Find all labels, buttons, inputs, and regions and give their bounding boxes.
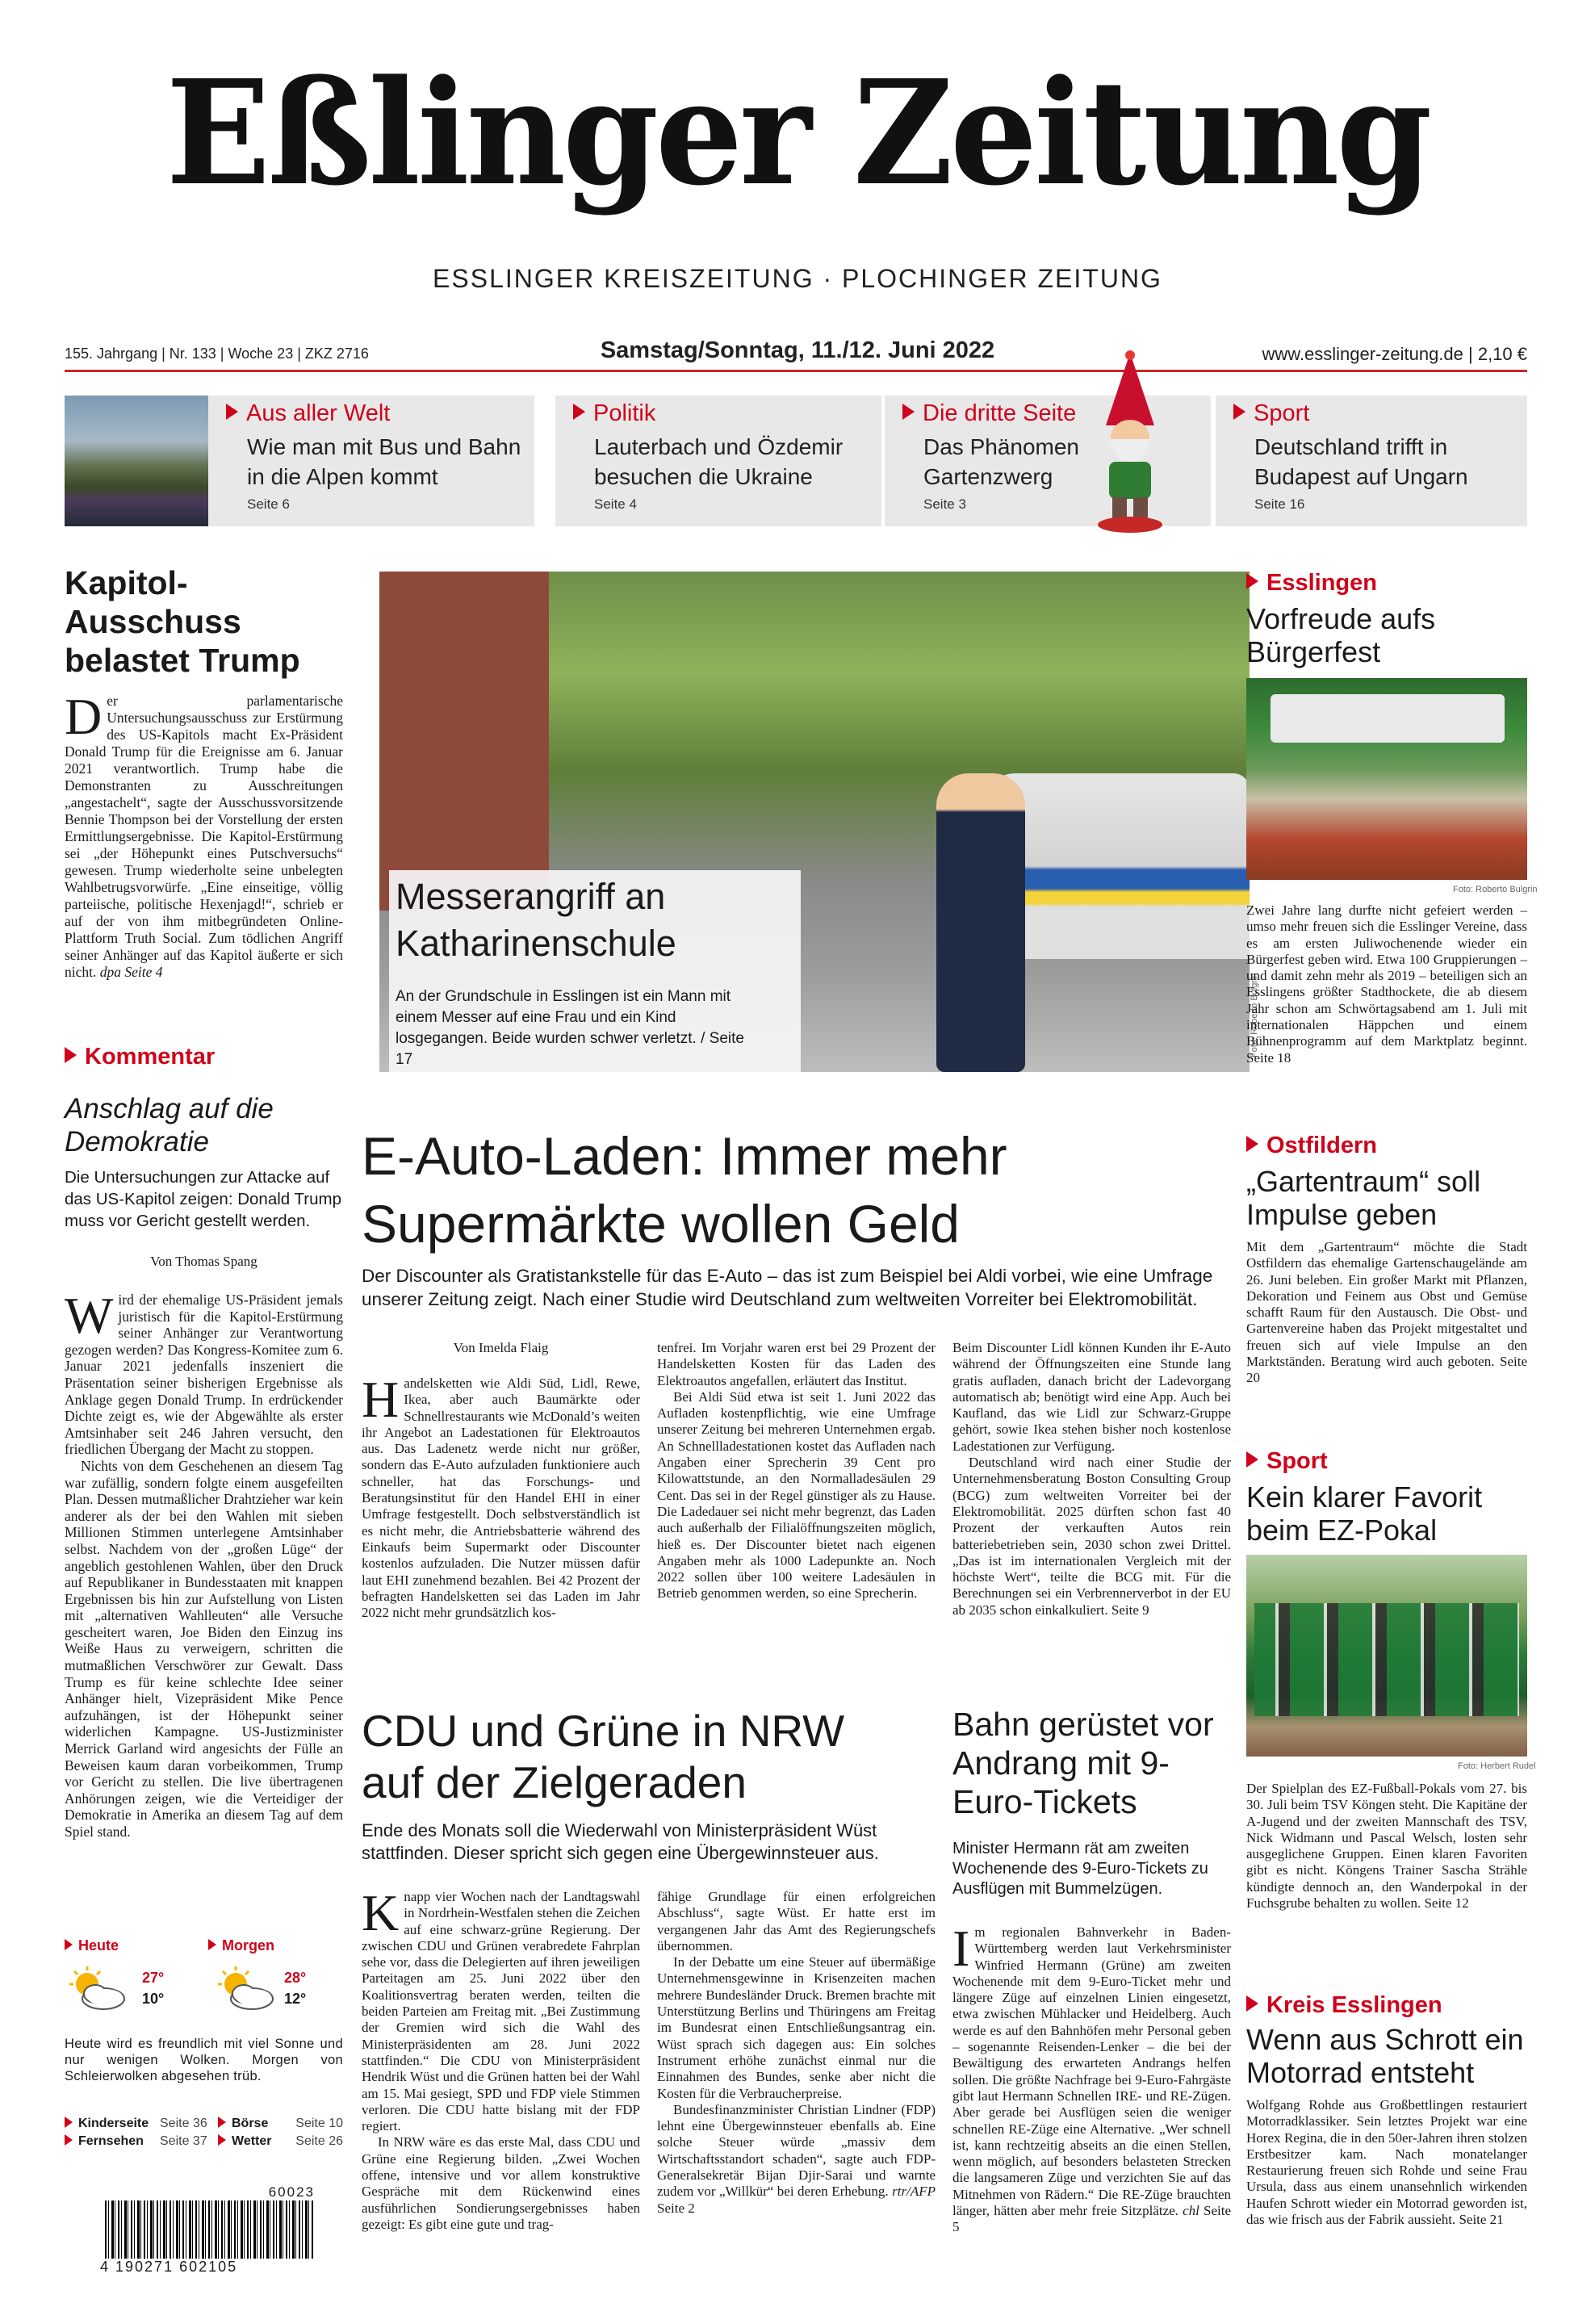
esslingen-rubric: Esslingen <box>1246 570 1377 597</box>
ostfildern-text: Mit dem „Gartentraum“ möchte die Stadt Ostfildern das ehemalige Gartenschaugelände am 26. Juni beleben. Ein großer Markt mit Pflanzen, Dekoration und Feinem aus Obst und Gemüse schafft Raum für den Austausch. Die Obst- und Gartenvereine haben das Projekt mitgestaltet und freuen sich auf viele Impulse an den Marktständen. Beratung wird auch geboten. Seite 20 <box>1246 1239 1527 1386</box>
arrow-icon <box>65 2117 73 2128</box>
esslingen-text: Zwei Jahre lang durfte nicht gefeiert werden – umso mehr freuen sich die Esslinger Vereine, dass es am ersten Juliwochenende wieder ein Bürgerfest geben wird. Etwa 100 Gruppierungen – und damit zehn mehr als 2019 – beteiligen sich an Esslingens größter Stadthockete, die ab diesem Jahr schon am Schwörtagsabend am 1. Juli mit internationalen Häppchen und einem Bühnenprogramm auf dem Marktplatz beginnt. Seite 18 <box>1246 902 1527 1066</box>
eauto-col2: tenfrei. Im Vorjahr waren erst bei 29 Prozent der Handelsketten Kosten für das Laden des Elektroautos angefallen, erläutert das Institut. Bei Aldi Süd etwa ist seit 1. Juni 2022 das Aufladen kostenpflichtig, wie eine Umfrage unserer Zeitung bei mehreren Unternehmen ergab. An Schnellladestationen kostet das Aufladen nach Angaben einer Sprecherin 39 Cent pro Kilowattstunde, an den Normalladesäulen 29 Cent. Das sei in der Regel günstiger als zu Hause. Die Ladedauer sei nicht mehr begrenzt, das Laden auch außerhalb der Filialöffnungszeiten möglich, hieß es. Der Discounter bietet nach eigenen Angaben mehr als 1000 Ladepunkte an. Noch 2022 sollen über 100 weitere Ladesäulen in Betrieb genommen werden, so eine Sprecherin. <box>657 1340 936 1602</box>
index-page: Seite 10 <box>295 2117 343 2130</box>
eauto-col1: Handelsketten wie Aldi Süd, Lidl, Rewe, Ikea, aber auch Baumärkte oder Schnellrestaurants wie McDonald’s weiten ihr Angebot an Ladestationen für Elektroautos aus. Das Ladenetz werde nicht nur größer, sondern das E-Auto aufzuladen funktioniere auch schneller, hat das Forschungs- und Beratungsinstitut für den Handel EHI in einer Umfrage festgestellt. Doch selbstverständlich ist es nicht mehr, die Antriebsbatterie während des Einkaufs beim Supermarkt oder Discounter kostenlos aufzuladen. Die Nutzer müssen dafür laut EHI zunehmend bezahlen. Bei 42 Prozent der befragten Handelsketten sei das Laden im Jahr 2022 nicht mehr grundsätzlich kos- <box>362 1371 640 1621</box>
weather-tomorrow-high: 28° <box>284 1970 307 1986</box>
arrow-icon <box>1246 573 1258 589</box>
bahn-headline: Bahn gerüstet vor Andrang mit 9-Euro-Tickets <box>952 1706 1214 1820</box>
teaser-text: Wie man mit Bus und Bahn in die Alpen kommt <box>247 434 521 489</box>
eauto-ref: Seite 9 <box>1111 1602 1149 1618</box>
building <box>379 572 549 911</box>
masthead-left-info: 155. Jahrgang | Nr. 133 | Woche 23 | ZKZ 2716 <box>65 345 369 362</box>
arrow-icon <box>1246 1451 1258 1468</box>
nrw-col1: Knapp vier Wochen nach der Landtagswahl in Nordrhein-Westfalen stehen die Zeichen auf eine schwarz-grüne Regierung. Der zwischen CDU und Grünen verabredete Fahrplan sehe vor, dass die Delegierten auf ihren jeweiligen Parteitagen am 25. Juni 2022 über den Koalitionsvertrag beraten werden, teilten die beiden Parteien am Freitag mit. „Bei Zustimmung der Gremien wird sich die Wahl des Ministerpräsidenten am 28. Juni 2022 stattfinden.“ Die CDU von Ministerpräsident Hendrik Wüst und die Grünen hatten bei der Wahl am 15. Mai gesiegt, SPD und FDP viele Stimmen verloren. Die CDU hatte bislang mit der FDP regiert. In NRW wäre es das erste Mal, dass CDU und Grüne eine Regierung bilden. „Zwei Wochen offene, intensive und vor allem konstruktive Gespräche mit dem Rückenwind eines ausführlichen Sondierungsergebnisses haben gezeigt: Es gibt eine gute und trag- <box>362 1884 640 2232</box>
sport-credit: Foto: Herbert Rudel <box>1458 1761 1536 1771</box>
weather-tomorrow-label: Morgen <box>208 1937 274 1954</box>
weather-tomorrow-low: 12° <box>284 1991 307 2007</box>
weather-today-label: Heute <box>65 1937 119 1954</box>
dropcap: D <box>65 688 103 745</box>
bahn-text: Im regionalen Bahnverkehr in Baden-Württemberg werden laut Verkehrsminister Winfried Hermann (Grüne) am zweiten Wochenende mit dem 9-Euro-Ticket mehr und längere Züge auf einzelnen Linien eingesetzt, etwa zwischen Mühlacker und Heidelberg. Auch werde es auf den Bahnhöfen mehr Personal geben – sogenannte Reisenden-Lenker – die bei der Bewältigung des erwarteten Andrangs helfen sollen. Die größte Nachfrage bei 9-Euro-Fahrgäste gibt laut Hermann Schnellen IRE- und RE-Zügen. Aber gerade bei Ausflügen seien die weniger schnellen RE-Züge eine Alternative. „Wer schnell ist, kann rechtzeitig abseits an die einen Stellen, wenn möglich, auf besonders belasteten Strecken die langsameren Züge und verzichten Sie auf das Mitnehmen von Rädern.“ Die RE-Züge brauchten länger, hätten aber mehr freie Sitzplätze. chl Seite 5 <box>952 1920 1232 2235</box>
nrw-lead: Ende des Monats soll die Wiederwahl von Ministerpräsident Wüst stattfinden. Dieser spricht sich gegen eine Übergewinnsteuer aus. <box>362 1820 879 1863</box>
eauto-col3: Beim Discounter Lidl können Kunden ihr E-Auto während der Öffnungszeiten eine Stunde lang gratis aufladen, danach bricht der Ladevorgang automatisch ab; benötigt wird eine App. Auch bei Kaufland, das wie Lidl zur Schwarz-Gruppe gehört, sowie Ikea stehen bisher noch kostenlose Ladestationen zur Verfügung. Deutschland wird nach einer Studie der Unternehmensberatung Boston Consulting Group (BCG) zum weltweiten Vorreiter bei der Elektromobilität. 2025 dürften schon fast 40 Prozent der verkauften Autos rein batteriebetrieben sein, 2030 schon zwei Drittel. „Das ist im internationalen Vergleich mit der höchste Wert“, teilte die BCG mit. Für die Berechnungen sei ein Verbrennerverbot in der EU ab 2035 schon einkalkuliert. Seite 9 <box>952 1340 1231 1618</box>
index-page: Seite 37 <box>160 2134 207 2148</box>
barcode-bars <box>105 2200 313 2259</box>
arrow-icon <box>65 2134 73 2146</box>
teaser-rubric: Aus aller Welt <box>226 400 534 427</box>
nrw-headline: CDU und Grüne in NRW auf der Zielgeraden <box>362 1706 845 1807</box>
index-page: Seite 36 <box>160 2117 207 2130</box>
weather-today-high: 27° <box>142 1970 165 1986</box>
ostfildern-rubric: Ostfildern <box>1246 1133 1377 1159</box>
masthead-right-info: www.esslinger-zeitung.de | 2,10 € <box>1262 344 1527 364</box>
arrow-icon <box>208 1939 216 1950</box>
teaser-rubric: Die dritte Seite <box>902 400 1211 427</box>
sport-rubric: Sport <box>1246 1448 1328 1475</box>
arrow-icon <box>65 1939 73 1950</box>
nrw-ref: rtr/AFP <box>892 2184 936 2200</box>
arrow-icon <box>573 404 585 420</box>
teaser-photo-train <box>65 396 208 526</box>
sport-headline: Kein klarer Favorit beim EZ-Pokal <box>1246 1480 1483 1547</box>
index-wetter[interactable]: Wetter <box>218 2133 287 2150</box>
nrw-col2: fähige Grundlage für einen erfolgreichen Abschluss“, sagte Wüst. Er hatte erst im vergangenen Jahr das Amt des Regierungschefs übernommen. In der Debatte um eine Steuer auf übermäßige Unternehmensgewinne in Krisenzeiten machen mehrere Bundesländer Druck. Bremen brachte mit Unterstützung Berlins und Thüringens am Freitag im Bundesrat einen Entschließungsantrag ein. Wüst sprach sich dagegen aus: Ein solches Instrument erhöhe zunächst einmal nur die Einnahmen des Bundes, senke aber nicht die Kosten für die Verbraucherpreise. Bundesfinanzminister Christian Lindner (FDP) lehnt eine Übergewinnsteuer ebenfalls ab. Eine solche Steuer würde „massiv dem Wirtschaftsstandort schaden“, sagte auch FDP-Generalsekretär Bijan Djir-Sarai und warnte zudem vor „Willkür“ bei deren Erhebung. rtr/AFP Seite 2 <box>657 1889 936 2216</box>
teaser-politik[interactable] <box>555 396 881 526</box>
arrow-icon <box>65 1047 77 1063</box>
kommentar-rubric: Kommentar <box>65 1044 215 1070</box>
kapitol-text: Der parlamentarische Untersuchungsausschuss zur Erstürmung des US-Kapitols macht Ex-Präsident Donald Trump für die Ereignisse am 6. Januar 2021 verantwortlich. Trump habe die Demonstranten zu Ausschreitungen „angestachelt“, sagte der Ausschussvorsitzende Bennie Thompson bei der Vorstellung der ersten Ermittlungsergebnisse. Die Kapitol-Erstürmung sei „der Höhepunkt eines Putschversuchs“ gewesen. Trump wiederholte seine unbelegten Wahlbetrugsvorwürfe. „Eine einseitige, völlig parteiische, politische Hexenjagd!“, schrieb er auf der von ihm mitbegründeten Online-Plattform Truth Social. Zum tödlichen Angriff seiner Anhänger auf das Kapitol äußerte er sich nicht. dpa Seite 4 <box>65 688 343 980</box>
eauto-lead: Der Discounter als Gratistankstelle für das E-Auto – das ist zum Beispiel bei Aldi vorbei, wie eine Umfrage unserer Zeitung zeigt. Nach einer Studie wird Deutschland zum weltweiten Vorreiter bei Elektromobilität. <box>362 1266 1213 1309</box>
index-kinderseite[interactable]: Kinderseite <box>65 2115 160 2133</box>
kreis-rubric: Kreis Esslingen <box>1246 1992 1442 2019</box>
masthead-rule <box>65 370 1527 372</box>
kapitol-headline: Kapitol-Ausschuss belastet Trump <box>65 564 300 679</box>
police-officer <box>936 773 1025 1072</box>
teaser-page: Seite 16 <box>1254 496 1305 512</box>
arrow-icon <box>218 2134 226 2146</box>
index-box <box>65 2115 343 2150</box>
sport-text: Der Spielplan des EZ-Fußball-Pokals vom 27. bis 30. Juli beim TSV Köngen steht. Die Kapitäne der A-Jugend und der zweiten Mannschaft des TSV, Nick Widmann und Pascal Welsch, losten sehr ausgeglichene Gruppen. Einen klaren Favoriten gibt es nicht. Köngens Trainer Sascha Strähle kündigte dennoch an, den Wanderpokal in der Fuchsgrube behalten zu wollen. Seite 12 <box>1246 1781 1527 1912</box>
index-page: Seite 26 <box>295 2134 343 2148</box>
bahn-lead: Minister Hermann rät am zweiten Wochenende des 9-Euro-Tickets zu Ausflügen mit Bummelzügen. <box>952 1840 1208 1898</box>
kommentar-byline: Von Thomas Spang <box>150 1254 257 1269</box>
esslingen-headline: Vorfreude aufs Bürgerfest <box>1246 602 1436 668</box>
esslingen-photo <box>1246 678 1527 880</box>
eauto-byline: Von Imelda Flaig <box>453 1340 549 1355</box>
bahn-page: Seite 5 <box>952 2203 1232 2235</box>
dropcap: W <box>65 1287 114 1344</box>
esslingen-page: Seite 18 <box>1246 1049 1291 1066</box>
sport-page: Seite 12 <box>1424 1895 1469 1912</box>
teaser-page: Seite 4 <box>594 496 637 512</box>
index-row <box>65 2133 343 2150</box>
partly-cloudy-icon <box>63 1965 129 2013</box>
team <box>1254 1603 1519 1716</box>
ostfildern-page: Seite 20 <box>1246 1354 1527 1386</box>
barcode-digits: 4 190271 602105 <box>100 2259 238 2275</box>
index-row <box>65 2115 343 2133</box>
tent <box>1271 694 1505 743</box>
arrow-icon <box>218 2117 226 2128</box>
ostfildern-headline: „Gartentraum“ soll Impulse geben <box>1246 1165 1481 1231</box>
teaser-text: Deutschland trifft in Budapest auf Ungarn <box>1254 434 1468 489</box>
dropcap: K <box>362 1884 400 1941</box>
kapitol-ref: dpa Seite 4 <box>99 964 163 980</box>
teaser-page: Seite 6 <box>247 496 290 512</box>
arrow-icon <box>1246 1136 1258 1152</box>
index-fernsehen[interactable]: Fernsehen <box>65 2133 160 2150</box>
arrow-icon <box>226 404 238 420</box>
sport-photo <box>1246 1555 1527 1757</box>
masthead-date: Samstag/Sonntag, 11./12. Juni 2022 <box>600 337 995 363</box>
dropcap: H <box>362 1371 400 1428</box>
arrow-icon <box>1233 404 1245 420</box>
teaser-text: Lauterbach und Özdemir besuchen die Ukraine <box>594 434 844 489</box>
lead-photo-caption: An der Grundschule in Esslingen ist ein Mann mit einem Messer auf eine Frau und ein Kind losgegangen. Beide wurden schwer verletzt. / Seite 17 <box>396 988 744 1068</box>
arrow-icon <box>902 404 915 420</box>
lead-photo-headline: Messerangriff an Katharinenschule <box>396 876 676 964</box>
teaser-sport[interactable] <box>1216 396 1527 526</box>
esslingen-credit: Foto: Roberto Bulgrin <box>1453 885 1538 894</box>
weather-today-low: 10° <box>142 1991 165 2007</box>
teaser-page: Seite 3 <box>923 496 966 512</box>
weather-text: Heute wird es freundlich mit viel Sonne und nur wenigen Wolken. Morgen von Schleierwolken abgesehen trüb. <box>65 2037 343 2083</box>
kommentar-lead: Die Untersuchungen zur Attacke auf das US-Kapitol zeigen: Donald Trump muss vor Gericht gestellt werden. <box>65 1168 341 1230</box>
masthead-title: Eßlinger Zeitung <box>165 48 1430 219</box>
barcode-top-digits: 60023 <box>268 2184 315 2200</box>
index-boerse[interactable]: Börse <box>218 2115 287 2133</box>
kommentar-text: Wird der ehemalige US-Präsident jemals juristisch für die Kapitol-Erstürmung seiner Anhänger zur Verantwortung gezogen werden? Das Kongress-Komitee zum 6. Januar 2021 jedenfalls inszeniert die Präsentation seiner bisherigen Ergebnisse als Anklage gegen Donald Trump. In erdrückender Dichte zeigt es, wie der Abgewählte als erster Amtsinhaber seit 246 Jahren versucht, den friedlichen Übergang der Macht zu stoppen. Nichts von dem Geschehenen an diesem Tag war zufällig, sondern folgte einem ausgefeilten Plan. Dessen mutmaßlicher Drahtzieher war kein anderer als der bei den Wahlen mit sieben Millionen Stimmen unterlegene Amtsinhaber selbst. Nachdem von der „großen Lüge“ der angeblich gestohlenen Wahlen, über den Druck auf Republikaner in Bundesstaaten mit knappen Ergebnissen bis hin zur Aufstellung von Listen mit „alternativen Wahlleuten“ alle Versuche gescheitert waren, Joe Biden den Einzug ins Weiße Haus zu verweigern, schritten die mutmaßlichen Verschwörer zur Gewalt. Dass Trump es für keine schlechte Idee seiner Anhänger hielt, Vizepräsident Mike Pence aufzuhängen, ist der Höhepunkt seiner widerlichen Kampagne. US-Justizminister Merrick Garland wird angesichts der Fülle an Beweisen kaum daran vorbeikommen, Trump vor Gericht zu stellen. Die live übertragenen Anhörungen zeigen, wie die Verteidiger der Demokratie in Amerika an diesem Tag auf dem Spiel stand. <box>65 1287 343 1840</box>
bahn-ref: chl <box>1183 2203 1199 2219</box>
dropcap: I <box>952 1920 970 1977</box>
kommentar-headline: Anschlag auf die Demokratie <box>65 1093 274 1158</box>
kreis-headline: Wenn aus Schrott ein Motorrad entsteht <box>1246 2023 1524 2089</box>
kreis-page: Seite 21 <box>1459 2212 1504 2228</box>
masthead-subtitle: ESSLINGER KREISZEITUNG · PLOCHINGER ZEITUNG <box>433 264 1162 293</box>
teaser-rubric: Politik <box>573 400 881 427</box>
teaser-rubric: Sport <box>1233 400 1527 427</box>
gartenzwerg-illustration <box>1082 349 1178 534</box>
eauto-headline: E-Auto-Laden: Immer mehr Supermärkte wollen Geld <box>362 1126 1007 1254</box>
kreis-text: Wolfgang Rohde aus Großbettlingen restauriert Motorradklassiker. Sein letztes Projekt war eine Horex Regina, die in den 50er-Jahren ihren stolzen Erstbesitzer kam. Nach monatelanger Restaurierung freuen sich Rohde und seine Frau Ursula, dass aus einem unansehnlich wirkenden Haufen Schrott wieder ein Motorrad geworden ist, das wie frisch aus der Fabrik aussieht. Seite 21 <box>1246 2097 1527 2228</box>
nrw-page: Seite 2 <box>657 2200 695 2216</box>
lead-photo-credit: Foto: Roberto Bulgrin <box>1250 973 1259 1057</box>
partly-cloudy-icon <box>211 1965 278 2013</box>
teaser-text: Das Phänomen Gartenzwerg <box>923 434 1080 489</box>
teaser-aus-aller-welt[interactable] <box>208 396 534 526</box>
barcode <box>100 2184 318 2281</box>
arrow-icon <box>1246 1995 1258 2012</box>
